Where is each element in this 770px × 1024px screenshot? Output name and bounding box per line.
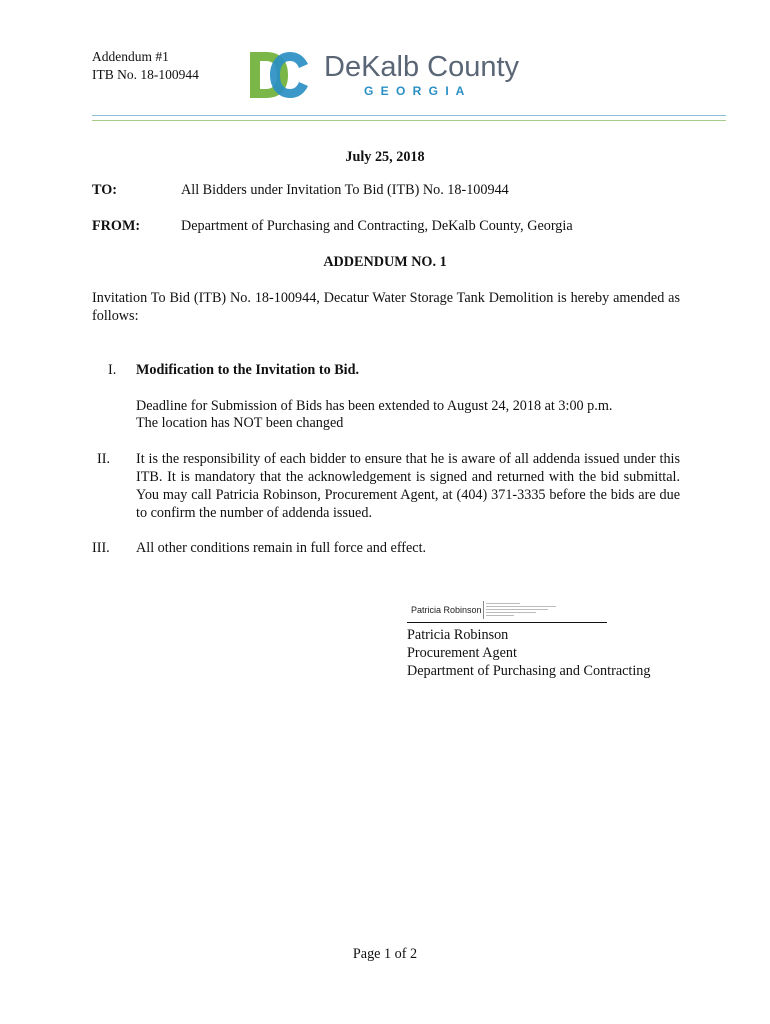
- item-1-heading: Modification to the Invitation to Bid.: [136, 362, 360, 378]
- dc-monogram-icon: [248, 50, 310, 100]
- page-number: Page 1 of 2: [352, 946, 418, 962]
- signer-name: Patricia Robinson: [407, 627, 509, 643]
- item-1-line-1: Deadline for Submission of Bids has been extended to August 24, 2018 at 3:00 p.m.: [136, 398, 613, 414]
- document-date: July 25, 2018: [345, 149, 425, 165]
- signature-line: [407, 622, 607, 623]
- item-3-text: All other conditions remain in full force and effect.: [136, 540, 427, 556]
- signer-department: Department of Purchasing and Contracting: [407, 663, 651, 679]
- item-1-numeral: I.: [108, 362, 117, 378]
- item-2-numeral: II.: [97, 451, 110, 467]
- header-rule-green: [92, 120, 726, 121]
- logo-county-name: DeKalb County: [324, 51, 520, 83]
- digital-signature-name: Patricia Robinson: [411, 605, 482, 615]
- digital-signature-stamp-icon: [483, 601, 567, 619]
- dekalb-county-logo: [248, 50, 538, 102]
- addendum-label: Addendum #1: [92, 49, 169, 64]
- to-value: All Bidders under Invitation To Bid (ITB) No. 18-100944: [181, 182, 509, 198]
- item-3-numeral: III.: [92, 540, 110, 556]
- intro-paragraph: Invitation To Bid (ITB) No. 18-100944, Decatur Water Storage Tank Demolition is hereby amended as follows:: [92, 290, 680, 324]
- addendum-title: ADDENDUM NO. 1: [323, 254, 447, 270]
- from-value: Department of Purchasing and Contracting, DeKalb County, Georgia: [181, 218, 573, 234]
- signer-title: Procurement Agent: [407, 645, 517, 661]
- from-label: FROM:: [92, 218, 141, 234]
- item-1-line-2: The location has NOT been changed: [136, 415, 344, 431]
- itb-number: ITB No. 18-100944: [92, 67, 199, 82]
- to-label: TO:: [92, 182, 117, 198]
- digital-signature: [407, 598, 607, 624]
- item-2-text: It is the responsibility of each bidder to ensure that he is aware of all addenda issued under this ITB. It is mandatory that the acknowledgement is signed and returned with the bid submittal. You may call Patricia Robinson, Procurement Agent, at (404) 371-3335 before the bids are due to confirm the number of addenda issued.: [136, 451, 680, 521]
- logo-state-name: G E O R G I A: [364, 84, 467, 98]
- header-rule-blue: [92, 115, 726, 116]
